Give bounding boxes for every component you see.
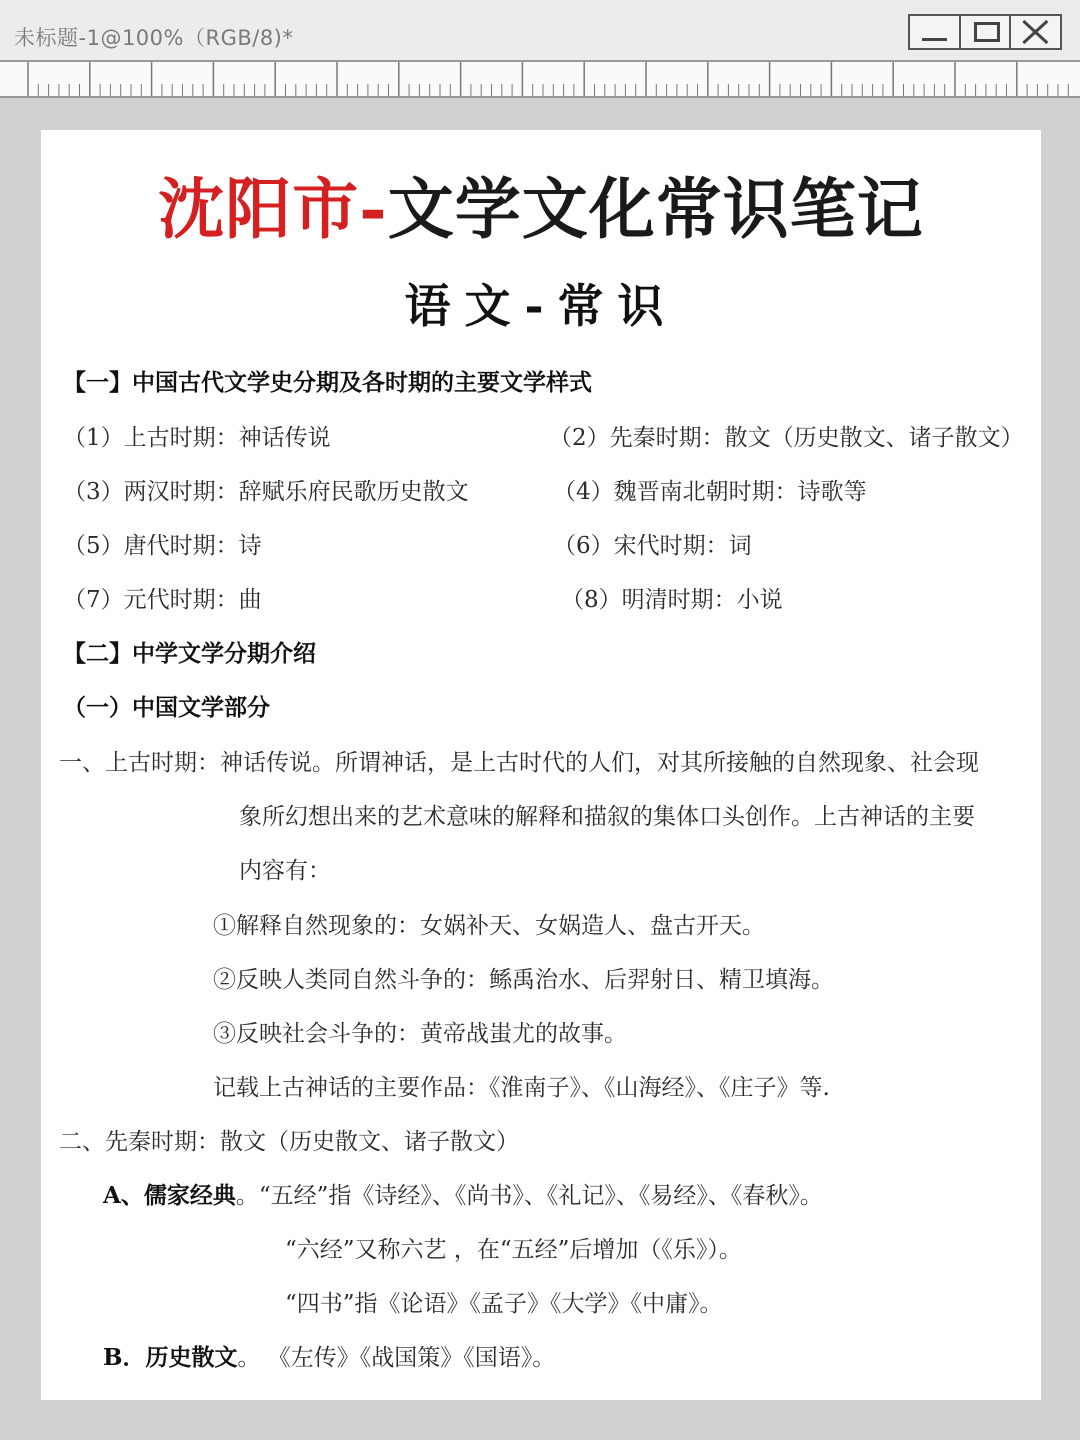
section-heading-intro: 【二】中学文学分期介绍 [63, 640, 316, 667]
window-controls [908, 14, 1062, 50]
paragraph-line: 象所幻想出来的艺术意味的解释和描叙的集体口头创作。上古神话的主要 [239, 804, 975, 830]
period-item: （4）魏晋南北朝时期：诗歌等 [553, 479, 867, 505]
period-item: （1）上古时期：神话传说 [63, 425, 331, 451]
title-main: 文学文化常识笔记 [387, 170, 924, 248]
myth-item: ②反映人类同自然斗争的：鲧禹治水、后羿射日、精卫填海。 [213, 967, 834, 993]
window-titlebar [0, 0, 1080, 60]
title-city: 沈阳市- [158, 170, 388, 248]
maximize-button[interactable] [961, 16, 1012, 48]
period-item: （6）宋代时期：词 [553, 533, 752, 559]
close-button[interactable] [1011, 16, 1060, 48]
document-canvas[interactable] [41, 130, 1041, 1400]
classics-line: “六经”又称六艺 ，在“五经”后增加（《乐》）。 [285, 1237, 742, 1263]
period-item: （2）先秦时期：散文（历史散文、诸子散文） [549, 425, 1024, 451]
page-title [41, 156, 1041, 251]
myth-item: ③反映社会斗争的：黄帝战蚩尤的故事。 [213, 1021, 627, 1047]
history-prose-text: 。 《左传》《战国策》《国语》。 [237, 1345, 556, 1371]
myth-item: ①解释自然现象的：女娲补天、女娲造人、盘古开天。 [213, 913, 765, 939]
minimize-icon [922, 38, 947, 41]
paragraph-line: 内容有： [239, 858, 331, 884]
period-item: （8）明清时期：小说 [561, 587, 783, 613]
myth-works: 记载上古神话的主要作品：《淮南子》、《山海经》、《庄子》等. [213, 1075, 830, 1101]
minimize-button[interactable] [910, 16, 961, 48]
classics-line: “四书”指《论语》《孟子》《大学》《中庸》。 [285, 1291, 723, 1317]
period-item: （3）两汉时期：辞赋乐府民歌历史散文 [63, 479, 469, 505]
close-icon [1011, 16, 1060, 48]
paragraph-line: 一、上古时期：神话传说。所谓神话，是上古时代的人们，对其所接触的自然现象、社会现 [59, 750, 979, 776]
classics-label: A、儒家经典 [103, 1182, 236, 1209]
page-subtitle: 语文-常识 [404, 279, 678, 333]
period-item: （5）唐代时期：诗 [63, 533, 262, 559]
classics-text: 。“五经”指《诗经》、《尚书》、《礼记》、《易经》、《春秋》。 [235, 1183, 823, 1209]
subsection-heading: （一）中国文学部分 [63, 694, 270, 721]
classics-line [103, 1181, 823, 1211]
section-heading-periods: 【一】中国古代文学史分期及各时期的主要文学样式 [63, 369, 592, 396]
horizontal-ruler[interactable] [0, 60, 1080, 98]
history-prose-label: B．历史散文 [103, 1344, 238, 1371]
window-title: 未标题-1@100%（RGB/8)* [14, 26, 294, 50]
history-prose-line [103, 1343, 555, 1373]
ruler-ticks [0, 62, 1080, 96]
maximize-icon [974, 22, 1000, 42]
paragraph-heading: 二、先秦时期：散文（历史散文、诸子散文） [59, 1129, 519, 1155]
period-item: （7）元代时期：曲 [63, 587, 262, 613]
